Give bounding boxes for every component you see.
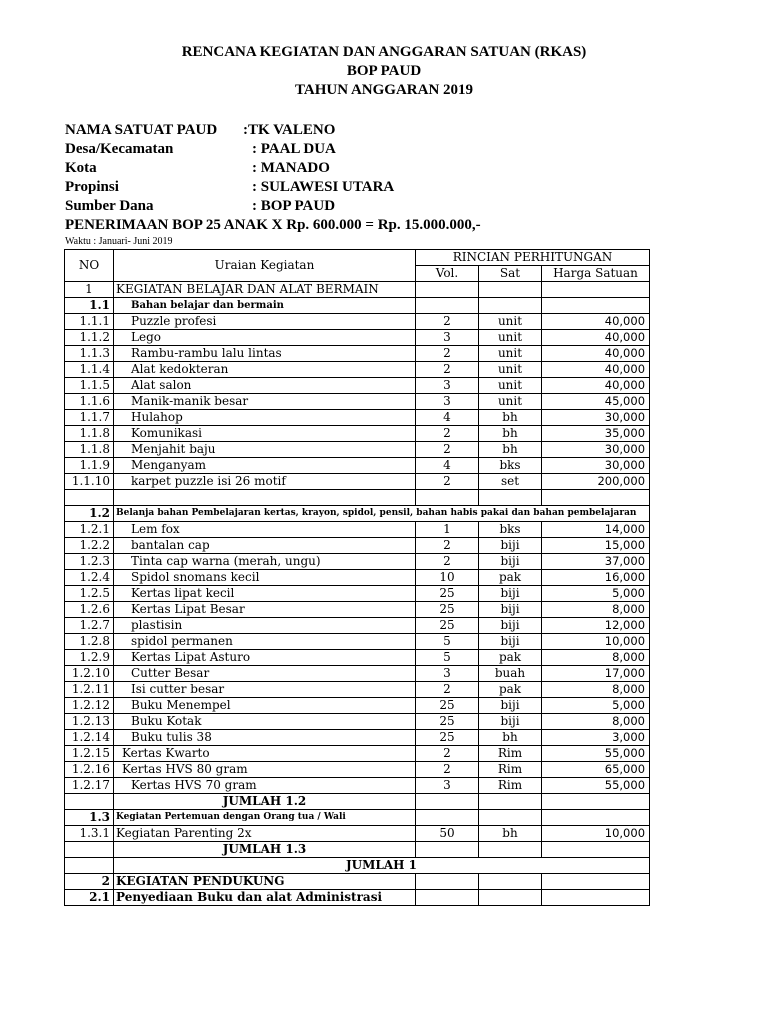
item-vol: 2 xyxy=(416,762,479,778)
item-no: 1.2.4 xyxy=(65,570,114,586)
info-value: : BOP PAUD xyxy=(252,198,336,214)
table-row xyxy=(65,586,650,602)
item-sat: set xyxy=(479,474,542,490)
item-sat: biji xyxy=(479,586,542,602)
jumlah-row xyxy=(65,842,650,858)
item-harga: 65,000 xyxy=(542,762,650,778)
item-sat: bh xyxy=(479,442,542,458)
header-no: NO xyxy=(65,250,114,282)
subsection-no: 1.1 xyxy=(65,298,114,314)
table-row xyxy=(65,650,650,666)
item-harga: 30,000 xyxy=(542,442,650,458)
item-sat: bks xyxy=(479,458,542,474)
item-name: Cutter Besar xyxy=(114,666,416,682)
item-harga: 30,000 xyxy=(542,458,650,474)
item-harga: 40,000 xyxy=(542,362,650,378)
spacer-row xyxy=(65,490,650,506)
header-rincian: RINCIAN PERHITUNGAN xyxy=(416,250,650,266)
item-no: 1.2.3 xyxy=(65,554,114,570)
item-name: Buku Kotak xyxy=(114,714,416,730)
item-vol: 50 xyxy=(416,826,479,842)
table-row xyxy=(65,762,650,778)
item-name: Alat kedokteran xyxy=(114,362,416,378)
item-harga: 40,000 xyxy=(542,330,650,346)
item-name: Buku tulis 38 xyxy=(114,730,416,746)
jumlah-total-label: JUMLAH 1 xyxy=(114,858,650,874)
item-vol: 5 xyxy=(416,650,479,666)
item-harga: 55,000 xyxy=(542,778,650,794)
item-sat: biji xyxy=(479,618,542,634)
item-sat: pak xyxy=(479,682,542,698)
item-name: Kertas Lipat Asturo xyxy=(114,650,416,666)
item-no: 1.1.5 xyxy=(65,378,114,394)
table-row xyxy=(65,314,650,330)
item-vol: 1 xyxy=(416,522,479,538)
table-row xyxy=(65,474,650,490)
item-vol: 25 xyxy=(416,618,479,634)
item-vol: 3 xyxy=(416,666,479,682)
info-value: : SULAWESI UTARA xyxy=(252,179,395,195)
item-sat: biji xyxy=(479,714,542,730)
item-no: 1.1.8 xyxy=(65,442,114,458)
item-sat: bh xyxy=(479,826,542,842)
table-row xyxy=(65,826,650,842)
item-no: 1.1.7 xyxy=(65,410,114,426)
item-no: 1.1.9 xyxy=(65,458,114,474)
info-label: Sumber Dana xyxy=(65,198,154,214)
item-sat: unit xyxy=(479,314,542,330)
items-1-3 xyxy=(65,826,650,842)
table-row xyxy=(65,634,650,650)
item-name: plastisin xyxy=(114,618,416,634)
item-sat: biji xyxy=(479,538,542,554)
section-no: 2 xyxy=(65,874,114,890)
table-row xyxy=(65,426,650,442)
item-harga: 8,000 xyxy=(542,602,650,618)
section-row xyxy=(65,282,650,298)
item-sat: biji xyxy=(479,554,542,570)
header-uraian: Uraian Kegiatan xyxy=(114,250,416,282)
table-row xyxy=(65,746,650,762)
item-no: 1.2.5 xyxy=(65,586,114,602)
item-name: Tinta cap warna (merah, ungu) xyxy=(114,554,416,570)
item-harga: 35,000 xyxy=(542,426,650,442)
item-no: 1.2.14 xyxy=(65,730,114,746)
subsection-row xyxy=(65,810,650,826)
rkas-table xyxy=(64,249,650,906)
item-harga: 30,000 xyxy=(542,410,650,426)
item-vol: 4 xyxy=(416,458,479,474)
subsection-row xyxy=(65,506,650,522)
section-label: KEGIATAN PENDUKUNG xyxy=(114,874,416,890)
item-name: Rambu-rambu lalu lintas xyxy=(114,346,416,362)
item-name: Kertas HVS 70 gram xyxy=(114,778,416,794)
item-vol: 25 xyxy=(416,586,479,602)
jumlah-label: JUMLAH 1.3 xyxy=(114,842,416,858)
table-row xyxy=(65,602,650,618)
item-name: spidol permanen xyxy=(114,634,416,650)
item-harga: 5,000 xyxy=(542,698,650,714)
item-name: Buku Menempel xyxy=(114,698,416,714)
header-vol: Vol. xyxy=(416,266,479,282)
item-no: 1.1.4 xyxy=(65,362,114,378)
subsection-no: 1.2 xyxy=(65,506,114,522)
item-sat: unit xyxy=(479,378,542,394)
title-line-3: TAHUN ANGGARAN 2019 xyxy=(294,82,474,98)
item-sat: unit xyxy=(479,394,542,410)
item-no: 1.2.15 xyxy=(65,746,114,762)
item-name: Puzzle profesi xyxy=(114,314,416,330)
item-vol: 2 xyxy=(416,746,479,762)
item-vol: 2 xyxy=(416,426,479,442)
item-name: bantalan cap xyxy=(114,538,416,554)
item-harga: 15,000 xyxy=(542,538,650,554)
item-vol: 2 xyxy=(416,538,479,554)
table-row xyxy=(65,570,650,586)
item-vol: 3 xyxy=(416,778,479,794)
table-row xyxy=(65,410,650,426)
item-vol: 3 xyxy=(416,330,479,346)
info-label: NAMA SATUAT PAUD xyxy=(65,122,218,138)
info-label: Desa/Kecamatan xyxy=(65,141,174,157)
item-harga: 10,000 xyxy=(542,826,650,842)
table-row xyxy=(65,554,650,570)
item-no: 1.2.6 xyxy=(65,602,114,618)
item-harga: 8,000 xyxy=(542,650,650,666)
table-row xyxy=(65,394,650,410)
section-label: KEGIATAN BELAJAR DAN ALAT BERMAIN xyxy=(114,282,416,298)
item-sat: bh xyxy=(479,426,542,442)
item-vol: 2 xyxy=(416,474,479,490)
item-sat: Rim xyxy=(479,762,542,778)
subsection-no: 1.3 xyxy=(65,810,114,826)
item-name: Alat salon xyxy=(114,378,416,394)
table-row xyxy=(65,458,650,474)
table-row xyxy=(65,442,650,458)
item-no: 1.1.1 xyxy=(65,314,114,330)
table-row xyxy=(65,522,650,538)
item-no: 1.2.11 xyxy=(65,682,114,698)
info-label: Propinsi xyxy=(65,179,119,195)
item-no: 1.1.2 xyxy=(65,330,114,346)
item-sat: pak xyxy=(479,650,542,666)
item-harga: 5,000 xyxy=(542,586,650,602)
item-vol: 10 xyxy=(416,570,479,586)
title-line-1: RENCANA KEGIATAN DAN ANGGARAN SATUAN (RKAS) xyxy=(181,44,587,60)
items-1-1 xyxy=(65,314,650,490)
table-row xyxy=(65,714,650,730)
table-row xyxy=(65,698,650,714)
item-vol: 25 xyxy=(416,698,479,714)
item-harga: 200,000 xyxy=(542,474,650,490)
item-vol: 2 xyxy=(416,314,479,330)
table-row xyxy=(65,330,650,346)
item-no: 1.2.10 xyxy=(65,666,114,682)
subsection-row xyxy=(65,890,650,906)
item-harga: 12,000 xyxy=(542,618,650,634)
item-harga: 37,000 xyxy=(542,554,650,570)
header-harga: Harga Satuan xyxy=(542,266,650,282)
table-row xyxy=(65,538,650,554)
item-vol: 5 xyxy=(416,634,479,650)
item-name: Kegiatan Parenting 2x xyxy=(114,826,416,842)
item-name: Isi cutter besar xyxy=(114,682,416,698)
item-sat: Rim xyxy=(479,778,542,794)
item-no: 1.2.9 xyxy=(65,650,114,666)
header-sat: Sat xyxy=(479,266,542,282)
item-no: 1.1.10 xyxy=(65,474,114,490)
item-harga: 55,000 xyxy=(542,746,650,762)
item-harga: 40,000 xyxy=(542,378,650,394)
item-sat: bh xyxy=(479,730,542,746)
item-sat: buah xyxy=(479,666,542,682)
item-harga: 40,000 xyxy=(542,346,650,362)
item-name: Spidol snomans kecil xyxy=(114,570,416,586)
item-harga: 8,000 xyxy=(542,714,650,730)
item-no: 1.2.8 xyxy=(65,634,114,650)
subsection-label: Belanja bahan Pembelajaran kertas, krayon, spidol, pensil, bahan habis pakai dan bahan pembelajaran xyxy=(114,506,650,522)
item-name: Lem fox xyxy=(114,522,416,538)
item-no: 1.1.3 xyxy=(65,346,114,362)
item-no: 1.2.13 xyxy=(65,714,114,730)
table-row xyxy=(65,682,650,698)
subsection-label: Bahan belajar dan bermain xyxy=(114,298,416,314)
info-value: : PAAL DUA xyxy=(252,141,336,157)
table-header-row xyxy=(65,250,650,266)
item-sat: bh xyxy=(479,410,542,426)
item-name: Kertas Kwarto xyxy=(114,746,416,762)
item-no: 1.2.12 xyxy=(65,698,114,714)
item-vol: 2 xyxy=(416,346,479,362)
item-vol: 25 xyxy=(416,602,479,618)
item-sat: pak xyxy=(479,570,542,586)
item-name: Manik-manik besar xyxy=(114,394,416,410)
item-vol: 25 xyxy=(416,730,479,746)
item-vol: 2 xyxy=(416,554,479,570)
waktu-line: Waktu : Januari- Juni 2019 xyxy=(65,236,173,247)
info-label: Kota xyxy=(65,160,97,176)
item-name: Lego xyxy=(114,330,416,346)
section-no: 1 xyxy=(65,282,114,298)
item-harga: 3,000 xyxy=(542,730,650,746)
item-harga: 16,000 xyxy=(542,570,650,586)
item-vol: 2 xyxy=(416,682,479,698)
item-sat: unit xyxy=(479,346,542,362)
table-row xyxy=(65,346,650,362)
subsection-label: Kegiatan Pertemuan dengan Orang tua / Wali xyxy=(114,810,416,826)
document-title xyxy=(0,43,768,100)
item-name: Kertas Lipat Besar xyxy=(114,602,416,618)
item-sat: biji xyxy=(479,698,542,714)
section-row xyxy=(65,874,650,890)
jumlah-row xyxy=(65,794,650,810)
item-name: Kertas lipat kecil xyxy=(114,586,416,602)
item-name: Komunikasi xyxy=(114,426,416,442)
table-row xyxy=(65,730,650,746)
item-no: 1.3.1 xyxy=(65,826,114,842)
item-sat: biji xyxy=(479,634,542,650)
title-line-2: BOP PAUD xyxy=(346,63,422,79)
item-harga: 40,000 xyxy=(542,314,650,330)
info-value: : MANADO xyxy=(252,160,330,176)
item-vol: 2 xyxy=(416,442,479,458)
item-harga: 10,000 xyxy=(542,634,650,650)
subsection-label: Penyediaan Buku dan alat Administrasi xyxy=(114,890,416,906)
table-row xyxy=(65,778,650,794)
item-no: 1.1.8 xyxy=(65,426,114,442)
subsection-row xyxy=(65,298,650,314)
jumlah-total-row xyxy=(65,858,650,874)
table-row xyxy=(65,378,650,394)
subsection-no: 2.1 xyxy=(65,890,114,906)
item-vol: 3 xyxy=(416,394,479,410)
item-vol: 3 xyxy=(416,378,479,394)
item-sat: Rim xyxy=(479,746,542,762)
item-sat: biji xyxy=(479,602,542,618)
item-no: 1.2.1 xyxy=(65,522,114,538)
penerimaan-line: PENERIMAAN BOP 25 ANAK X Rp. 600.000 = Rp. 15.000.000,- xyxy=(65,217,481,233)
info-value: :TK VALENO xyxy=(243,122,336,138)
item-harga: 17,000 xyxy=(542,666,650,682)
table-row xyxy=(65,618,650,634)
item-harga: 8,000 xyxy=(542,682,650,698)
item-harga: 45,000 xyxy=(542,394,650,410)
item-sat: unit xyxy=(479,362,542,378)
item-sat: bks xyxy=(479,522,542,538)
item-no: 1.2.2 xyxy=(65,538,114,554)
table-row xyxy=(65,362,650,378)
item-no: 1.2.16 xyxy=(65,762,114,778)
table-row xyxy=(65,666,650,682)
item-vol: 25 xyxy=(416,714,479,730)
item-name: Hulahop xyxy=(114,410,416,426)
item-no: 1.2.7 xyxy=(65,618,114,634)
item-harga: 14,000 xyxy=(542,522,650,538)
item-vol: 2 xyxy=(416,362,479,378)
item-no: 1.2.17 xyxy=(65,778,114,794)
item-sat: unit xyxy=(479,330,542,346)
items-1-2 xyxy=(65,522,650,794)
item-name: Menganyam xyxy=(114,458,416,474)
item-vol: 4 xyxy=(416,410,479,426)
item-name: karpet puzzle isi 26 motif xyxy=(114,474,416,490)
jumlah-label: JUMLAH 1.2 xyxy=(114,794,416,810)
item-name: Menjahit baju xyxy=(114,442,416,458)
item-name: Kertas HVS 80 gram xyxy=(114,762,416,778)
item-no: 1.1.6 xyxy=(65,394,114,410)
